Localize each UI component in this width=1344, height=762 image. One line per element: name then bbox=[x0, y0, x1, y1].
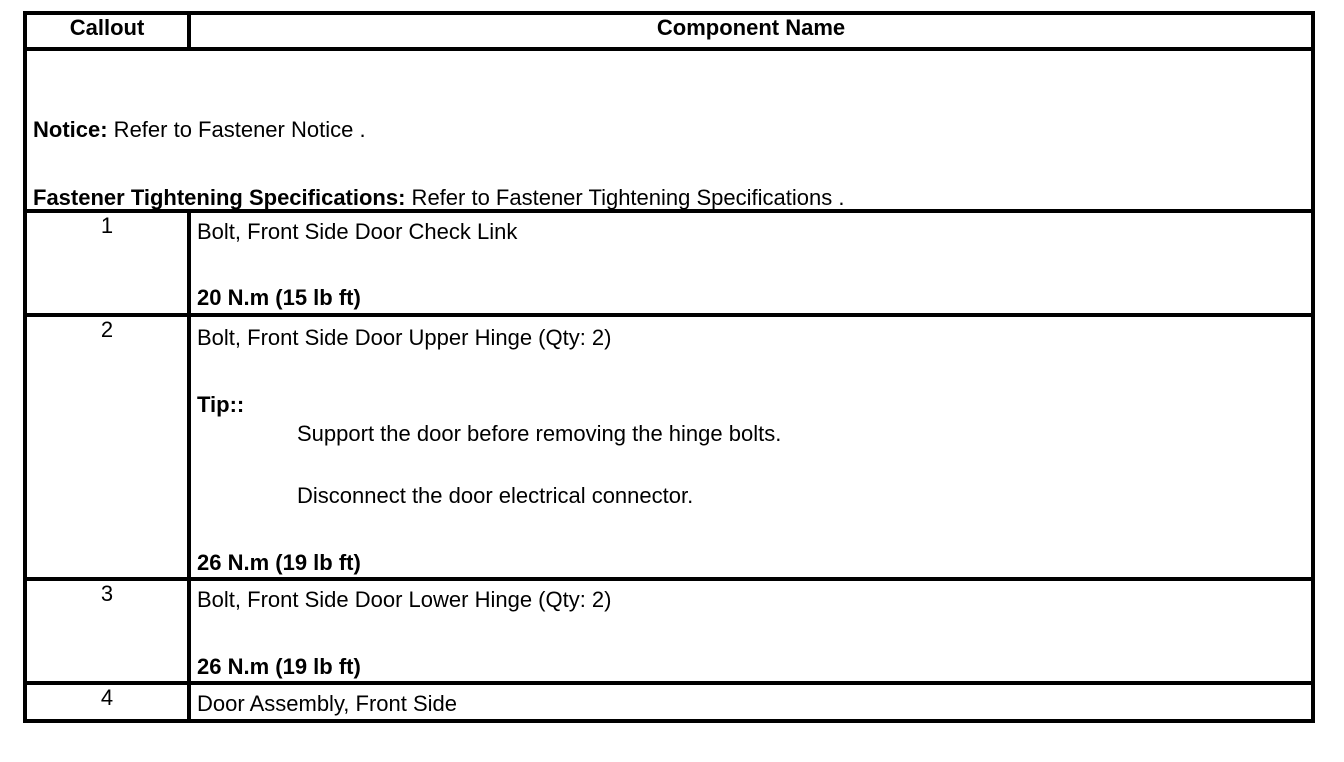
component-name: Bolt, Front Side Door Lower Hinge (Qty: 2) bbox=[197, 587, 612, 612]
spec-text: Refer to Fastener Tightening Specifications . bbox=[405, 185, 845, 210]
table-row bbox=[25, 579, 1313, 683]
torque-spec: 26 N.m (19 lb ft) bbox=[197, 654, 361, 679]
notice-cell bbox=[25, 49, 1313, 211]
torque-spec: 20 N.m (15 lb ft) bbox=[197, 285, 361, 310]
spec-line bbox=[33, 185, 844, 211]
component-name-header: Component Name bbox=[189, 13, 1313, 49]
component-name: Bolt, Front Side Door Upper Hinge (Qty: 2) bbox=[197, 325, 612, 350]
header-row bbox=[25, 13, 1313, 49]
component-cell bbox=[189, 683, 1313, 721]
notice-line bbox=[33, 117, 366, 143]
component-cell bbox=[189, 211, 1313, 315]
tip-text: Disconnect the door electrical connector. bbox=[297, 483, 694, 508]
callout-number: 3 bbox=[25, 579, 189, 683]
torque-spec: 26 N.m (19 lb ft) bbox=[197, 550, 361, 575]
notice-text: Refer to Fastener Notice . bbox=[107, 117, 366, 142]
table-row bbox=[25, 315, 1313, 579]
component-name: Door Assembly, Front Side bbox=[197, 691, 458, 716]
component-name: Bolt, Front Side Door Check Link bbox=[197, 219, 518, 244]
tip-text: Support the door before removing the hinge bolts. bbox=[297, 421, 782, 446]
callout-number: 2 bbox=[25, 315, 189, 579]
component-cell bbox=[189, 579, 1313, 683]
notice-label: Notice: bbox=[33, 117, 108, 142]
component-table bbox=[23, 11, 1315, 723]
callout-header: Callout bbox=[25, 13, 189, 49]
table-row bbox=[25, 211, 1313, 315]
table-row bbox=[25, 683, 1313, 721]
spec-label: Fastener Tightening Specifications: bbox=[33, 185, 406, 210]
callout-number: 1 bbox=[25, 211, 189, 315]
tip-label: Tip:: bbox=[197, 392, 245, 417]
callout-number: 4 bbox=[25, 683, 189, 721]
component-cell bbox=[189, 315, 1313, 579]
notice-row bbox=[25, 49, 1313, 211]
